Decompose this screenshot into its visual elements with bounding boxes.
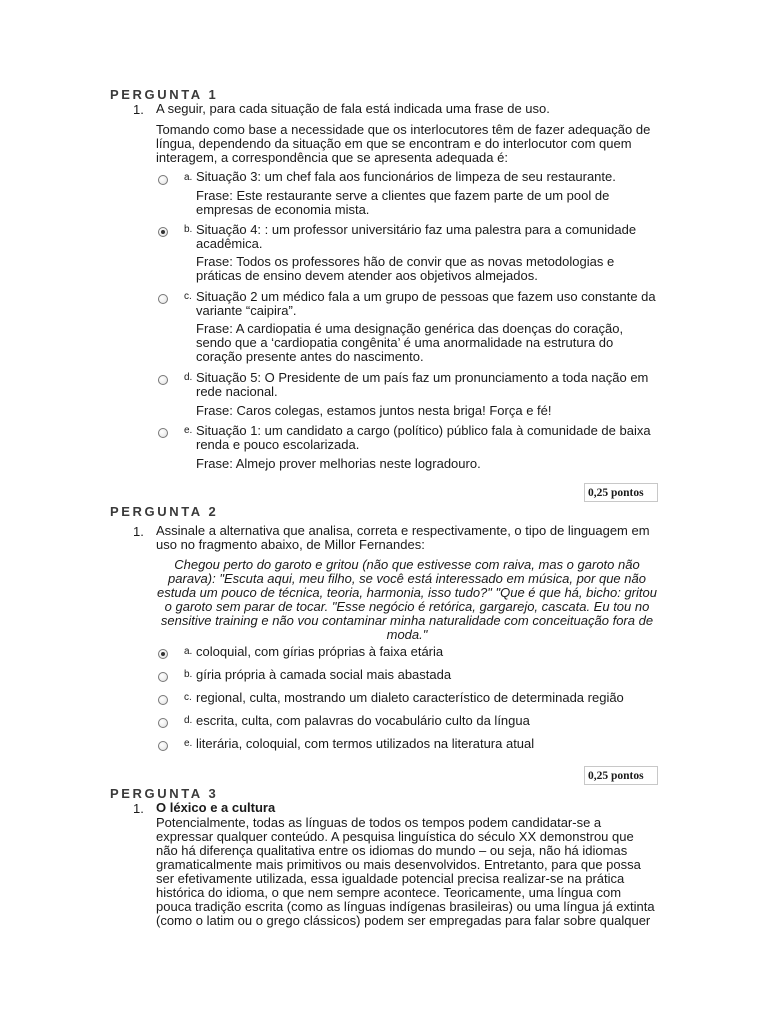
q1-option-a-phrase: Frase: Este restaurante serve a clientes que fazem parte de um pool de empresas de economia mista. bbox=[196, 188, 610, 217]
question-3-number: 1. bbox=[133, 801, 144, 816]
q2-option-c-letter: c. bbox=[184, 692, 192, 703]
q2-option-a-letter: a. bbox=[184, 646, 193, 657]
q1-option-c-letter: c. bbox=[184, 291, 192, 302]
q1-option-b-situation: Situação 4: : um professor universitário faz uma palestra para a comunidade acadêmica. bbox=[196, 222, 637, 251]
q1-option-c-radio[interactable] bbox=[158, 294, 168, 304]
q1-option-a-radio[interactable] bbox=[158, 175, 168, 185]
question-3-body: Potencialmente, todas as línguas de todos os tempos podem candidatar-se a expressar qualquer conteúdo. A pesquisa linguística do século XX demonstrou que não há diferença qualitativa entre os idiomas do mundo – ou seja, não há idiomas gramaticalmente mais primitivos ou mais desenvolvidos. Entretanto, para que possa ser efetivamente utilizada, essa igualdade potencial precisa realizar-se na prática histórica do idioma, o que nem sempre acontece. Teoricamente, uma língua com pouca tradição escrita (como as línguas indígenas brasileiras) ou uma língua já extinta (como o latim ou o grego clássicos) podem ser empregadas para falar sobre qualquer bbox=[156, 816, 655, 928]
q1-option-e-situation: Situação 1: um candidato a cargo (político) público fala à comunidade de baixa renda e pouco escolarizada. bbox=[196, 423, 651, 452]
q1-option-b-phrase: Frase: Todos os professores hão de convir que as novas metodologias e práticas de ensino devem atender aos objetivos almejados. bbox=[196, 254, 615, 283]
q1-option-d-situation: Situação 5: O Presidente de um país faz um pronunciamento a toda nação em rede nacional. bbox=[196, 370, 649, 399]
question-1-heading: PERGUNTA 1 bbox=[110, 87, 219, 102]
question-2-prompt: Assinale a alternativa que analisa, correta e respectivamente, o tipo de linguagem em uso no fragmento abaixo, de Millor Fernandes: bbox=[156, 523, 650, 552]
q2-option-a-text: coloquial, com gírias próprias à faixa etária bbox=[196, 644, 444, 659]
question-2-quote: Chegou perto do garoto e gritou (não que estivesse com raiva, mas o garoto não parava): "Escuta aqui, meu filho, se você está interessado em música, por que não estuda um pouco de técnica, teoria, harmonia, isso tudo?" "Que é que há, bicho: gritou o garoto sem parar de tocar. "Esse negócio é retórica, gargarejo, cascata. Eu tou no sensitive training e não vou contaminar minha naturalidade com conceituação fora de moda." bbox=[157, 557, 657, 642]
q1-option-b-radio[interactable] bbox=[158, 227, 168, 237]
q1-option-c-phrase: Frase: A cardiopatia é uma designação genérica das doenças do coração, sendo que a ‘cardiopatia congênita’ é uma anormalidade na estrutura do coração presente antes do nascimento. bbox=[196, 321, 624, 364]
question-3-title: O léxico e a cultura bbox=[156, 800, 276, 815]
q1-option-e-letter: e. bbox=[184, 425, 193, 436]
q1-option-c-situation: Situação 2 um médico fala a um grupo de pessoas que fazem uso constante da variante “caipira”. bbox=[196, 289, 656, 318]
question-3-heading: PERGUNTA 3 bbox=[110, 786, 219, 801]
q1-option-e-phrase: Frase: Almejo prover melhorias neste logradouro. bbox=[196, 456, 481, 471]
question-1-points: 0,25 pontos bbox=[584, 483, 658, 502]
question-2-number: 1. bbox=[133, 524, 144, 539]
q2-option-e-radio[interactable] bbox=[158, 741, 168, 751]
q1-option-a-letter: a. bbox=[184, 172, 193, 183]
question-2-heading: PERGUNTA 2 bbox=[110, 504, 219, 519]
q1-option-a-situation: Situação 3: um chef fala aos funcionários de limpeza de seu restaurante. bbox=[196, 169, 616, 184]
q2-option-c-text: regional, culta, mostrando um dialeto característico de determinada região bbox=[196, 690, 624, 705]
q2-option-e-text: literária, coloquial, com termos utilizados na literatura atual bbox=[196, 736, 535, 751]
q2-option-d-letter: d. bbox=[184, 715, 193, 726]
q1-option-d-radio[interactable] bbox=[158, 375, 168, 385]
q2-option-b-letter: b. bbox=[184, 669, 193, 680]
q1-option-b-letter: b. bbox=[184, 224, 193, 235]
q1-option-d-phrase: Frase: Caros colegas, estamos juntos nesta briga! Força e fé! bbox=[196, 403, 552, 418]
question-1-intro: A seguir, para cada situação de fala está indicada uma frase de uso. bbox=[156, 101, 550, 116]
q2-option-d-radio[interactable] bbox=[158, 718, 168, 728]
q2-option-b-text: gíria própria à camada social mais abastada bbox=[196, 667, 452, 682]
q2-option-d-text: escrita, culta, com palavras do vocabulário culto da língua bbox=[196, 713, 530, 728]
q2-option-c-radio[interactable] bbox=[158, 695, 168, 705]
q2-option-b-radio[interactable] bbox=[158, 672, 168, 682]
question-1-prompt: Tomando como base a necessidade que os interlocutores têm de fazer adequação de língua, dependendo da situação em que se encontram e do interlocutor com quem interagem, a correspondência que se apresenta adequada é: bbox=[156, 122, 651, 165]
q1-option-e-radio[interactable] bbox=[158, 428, 168, 438]
q1-option-d-letter: d. bbox=[184, 372, 193, 383]
q2-option-a-radio[interactable] bbox=[158, 649, 168, 659]
q2-option-e-letter: e. bbox=[184, 738, 193, 749]
question-1-number: 1. bbox=[133, 102, 144, 117]
question-2-points: 0,25 pontos bbox=[584, 766, 658, 785]
